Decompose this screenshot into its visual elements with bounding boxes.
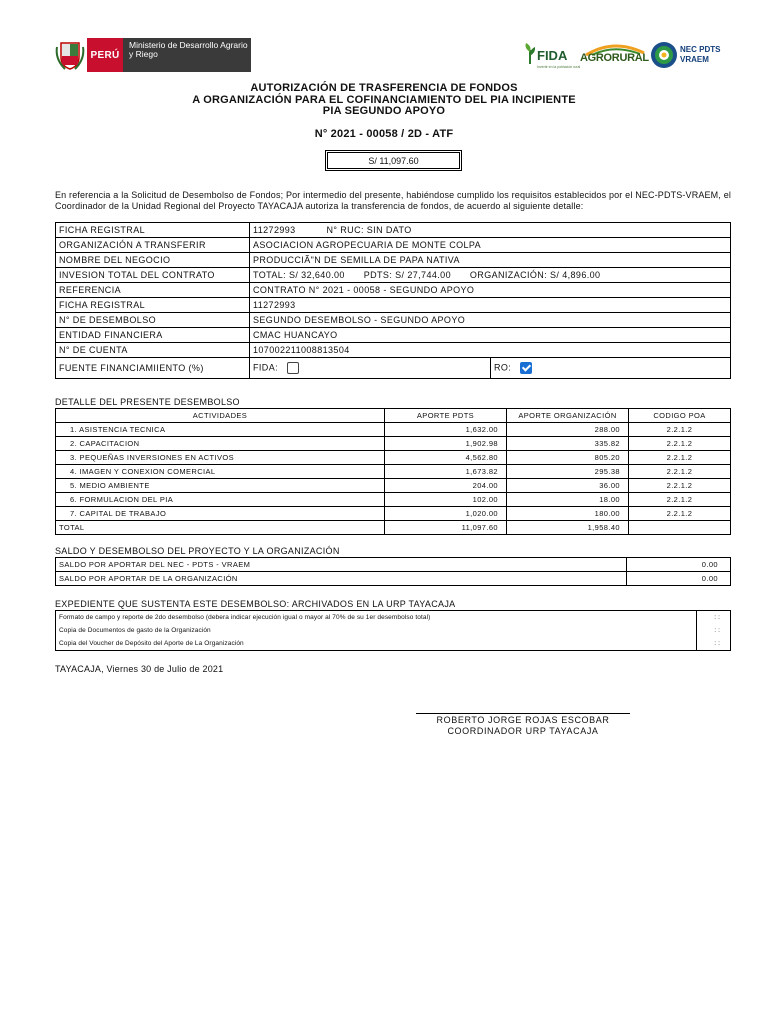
desembolso-label: N° DE DESEMBOLSO xyxy=(56,313,250,328)
table-row xyxy=(56,268,731,283)
expediente-item: Copia del Voucher de Depósito del Aporte de La Organización xyxy=(56,637,697,651)
coat-of-arms-icon xyxy=(53,38,87,72)
ministry-label: Ministerio de Desarrollo Agrario y Riego xyxy=(123,38,251,72)
negocio-label: NOMBRE DEL NEGOCIO xyxy=(56,253,250,268)
activity-name: 7. CAPITAL DE TRABAJO xyxy=(56,507,385,521)
cuenta-value: 107002211008813504 xyxy=(250,343,731,358)
ro-check-label: RO: xyxy=(494,362,512,373)
table-row xyxy=(56,238,731,253)
table-row xyxy=(56,343,731,358)
cuenta-label: N° DE CUENTA xyxy=(56,343,250,358)
table-row xyxy=(56,479,731,493)
fida-label: FIDA xyxy=(537,48,568,63)
column-header: CODIGO POA xyxy=(629,409,731,423)
aporte-pdts: 204.00 xyxy=(385,479,507,493)
signer-name: ROBERTO JORGE ROJAS ESCOBAR xyxy=(436,715,610,725)
table-row xyxy=(56,437,731,451)
ro-checkbox[interactable] xyxy=(520,362,532,374)
expediente-mark: : : xyxy=(697,611,731,625)
codigo-poa: 2.2.1.2 xyxy=(629,437,731,451)
aporte-pdts: 1,902.98 xyxy=(385,437,507,451)
table-row xyxy=(56,611,731,625)
desembolso-value: SEGUNDO DESEMBOLSO - SEGUNDO APOYO xyxy=(250,313,731,328)
aporte-org: 18.00 xyxy=(507,493,629,507)
entidad-value: CMAC HUANCAYO xyxy=(250,328,731,343)
table-header-row xyxy=(56,409,731,423)
table-row xyxy=(56,423,731,437)
fida-subtitle: Invertir en la población rural xyxy=(537,65,581,69)
agrorural-logo xyxy=(580,42,648,70)
codigo-poa: 2.2.1.2 xyxy=(629,493,731,507)
referencia-label: REFERENCIA xyxy=(56,283,250,298)
table-row xyxy=(56,328,731,343)
aporte-pdts: 1,020.00 xyxy=(385,507,507,521)
activity-name: 2. CAPACITACION xyxy=(56,437,385,451)
signer-role: COORDINADOR URP TAYACAJA xyxy=(447,726,599,736)
inversion-org: ORGANIZACIÓN: S/ 4,896.00 xyxy=(469,270,601,280)
total-row xyxy=(56,521,731,535)
column-header: ACTIVIDADES xyxy=(56,409,385,423)
ficha2-value: 11272993 xyxy=(250,298,731,313)
document-number: N° 2021 - 00058 / 2D - ATF xyxy=(314,128,454,140)
aporte-org: 288.00 xyxy=(507,423,629,437)
government-logo xyxy=(53,38,251,72)
codigo-poa: 2.2.1.2 xyxy=(629,479,731,493)
column-header: APORTE ORGANIZACIÓN xyxy=(507,409,629,423)
detalle-heading: DETALLE DEL PRESENTE DESEMBOLSO xyxy=(55,397,240,407)
saldo-nec-value: 0.00 xyxy=(627,558,731,572)
table-row xyxy=(56,223,731,238)
aporte-pdts: 1,632.00 xyxy=(385,423,507,437)
title-line-3: PIA SEGUNDO APOYO xyxy=(322,105,446,117)
saldo-heading: SALDO Y DESEMBOLSO DEL PROYECTO Y LA ORGANIZACIÓN xyxy=(55,546,340,556)
table-row xyxy=(56,253,731,268)
ficha2-label: FICHA REGISTRAL xyxy=(56,298,250,313)
fida-check-label: FIDA: xyxy=(253,362,279,373)
expediente-mark: : : xyxy=(697,637,731,651)
ficha-label: FICHA REGISTRAL xyxy=(56,223,250,238)
title-line-2: A ORGANIZACIÓN PARA EL COFINANCIAMIENTO DEL PIA INCIPIENTE xyxy=(192,94,576,106)
column-header: APORTE PDTS xyxy=(385,409,507,423)
agrorural-label: AGRORURAL xyxy=(580,52,649,64)
table-row xyxy=(56,572,731,586)
aporte-org: 805.20 xyxy=(507,451,629,465)
table-row xyxy=(56,313,731,328)
saldo-nec-label: SALDO POR APORTAR DEL NEC - PDTS - VRAEM xyxy=(56,558,627,572)
table-row xyxy=(56,465,731,479)
table-row xyxy=(56,283,731,298)
expediente-item: Formato de campo y reporte de 2do desembolso (debera indicar ejecución igual o mayor al 70% de su 1er desembolso total) xyxy=(56,611,697,625)
activity-name: 4. IMAGEN Y CONEXION COMERCIAL xyxy=(56,465,385,479)
org-value: ASOCIACION AGROPECUARIA DE MONTE COLPA xyxy=(250,238,731,253)
codigo-poa: 2.2.1.2 xyxy=(629,451,731,465)
fida-leaf-icon xyxy=(523,42,537,66)
table-row xyxy=(56,507,731,521)
activity-name: 6. FORMULACION DEL PIA xyxy=(56,493,385,507)
expediente-table xyxy=(55,610,731,651)
codigo-poa: 2.2.1.2 xyxy=(629,507,731,521)
activity-name: 1. ASISTENCIA TECNICA xyxy=(56,423,385,437)
ruc-value: N° RUC: SIN DATO xyxy=(326,225,412,235)
codigo-poa: 2.2.1.2 xyxy=(629,465,731,479)
table-row xyxy=(56,451,731,465)
org-label: ORGANIZACIÓN A TRANSFERIR xyxy=(56,238,250,253)
aporte-org: 180.00 xyxy=(507,507,629,521)
aporte-pdts: 1,673.82 xyxy=(385,465,507,479)
total-pdts: 11,097.60 xyxy=(385,521,507,535)
info-table xyxy=(55,222,731,379)
table-row xyxy=(56,493,731,507)
table-row xyxy=(56,624,731,637)
place-date: TAYACAJA, Viernes 30 de Julio de 2021 xyxy=(55,664,224,674)
referencia-value: CONTRATO N° 2021 - 00058 - SEGUNDO APOYO xyxy=(250,283,731,298)
aporte-org: 36.00 xyxy=(507,479,629,493)
table-row xyxy=(56,637,731,651)
negocio-value: PRODUCCIÃ"N DE SEMILLA DE PAPA NATIVA xyxy=(250,253,731,268)
saldo-table xyxy=(55,557,731,586)
saldo-org-value: 0.00 xyxy=(627,572,731,586)
codigo-poa: 2.2.1.2 xyxy=(629,423,731,437)
nec-logo xyxy=(650,40,730,72)
inversion-total: TOTAL: S/ 32,640.00 xyxy=(253,270,345,280)
fuente-label: FUENTE FINANCIAMIIENTO (%) xyxy=(56,358,250,379)
aporte-pdts: 102.00 xyxy=(385,493,507,507)
table-row xyxy=(56,558,731,572)
expediente-heading: EXPEDIENTE QUE SUSTENTA ESTE DESEMBOLSO: ARCHIVADOS EN LA URP TAYACAJA xyxy=(55,599,456,609)
ficha-value: 11272993 xyxy=(253,225,296,235)
expediente-mark: : : xyxy=(697,624,731,637)
activity-name: 5. MEDIO AMBIENTE xyxy=(56,479,385,493)
fida-checkbox[interactable] xyxy=(287,362,299,374)
inversion-pdts: PDTS: S/ 27,744.00 xyxy=(363,270,451,280)
signature-line xyxy=(416,713,630,714)
fida-logo xyxy=(523,40,581,72)
nec-label: NEC PDTS VRAEM xyxy=(680,45,721,64)
aporte-org: 335.82 xyxy=(507,437,629,451)
saldo-org-label: SALDO POR APORTAR DE LA ORGANIZACIÓN xyxy=(56,572,627,586)
entidad-label: ENTIDAD FINANCIERA xyxy=(56,328,250,343)
title-line-1: AUTORIZACIÓN DE TRASFERENCIA DE FONDOS xyxy=(250,82,518,94)
aporte-org: 295.38 xyxy=(507,465,629,479)
expediente-item: Copia de Documentos de gasto de la Organización xyxy=(56,624,697,637)
intro-paragraph: En referencia a la Solicitud de Desembolso de Fondos; Por intermedio del presente, habiéndose cumplido los requisitos establecidos por el NEC-PDTS-VRAEM, el Coordinador de la Unidad Regional del Proyecto TAYACAJA autoriza la transferencia de fondos, de acuerdo al siguiente detalle: xyxy=(55,190,731,211)
activity-name: 3. PEQUEÑAS INVERSIONES EN ACTIVOS xyxy=(56,451,385,465)
inversion-label: INVESION TOTAL DEL CONTRATO xyxy=(56,268,250,283)
total-label: TOTAL xyxy=(56,521,385,535)
nec-circle-icon xyxy=(650,41,678,69)
peru-label: PERÚ xyxy=(87,38,123,72)
activities-table xyxy=(55,408,731,535)
table-row xyxy=(56,298,731,313)
table-row xyxy=(56,358,731,379)
amount-value: S/ 11,097.60 xyxy=(327,152,460,169)
aporte-pdts: 4,562.80 xyxy=(385,451,507,465)
total-org: 1,958.40 xyxy=(507,521,629,535)
